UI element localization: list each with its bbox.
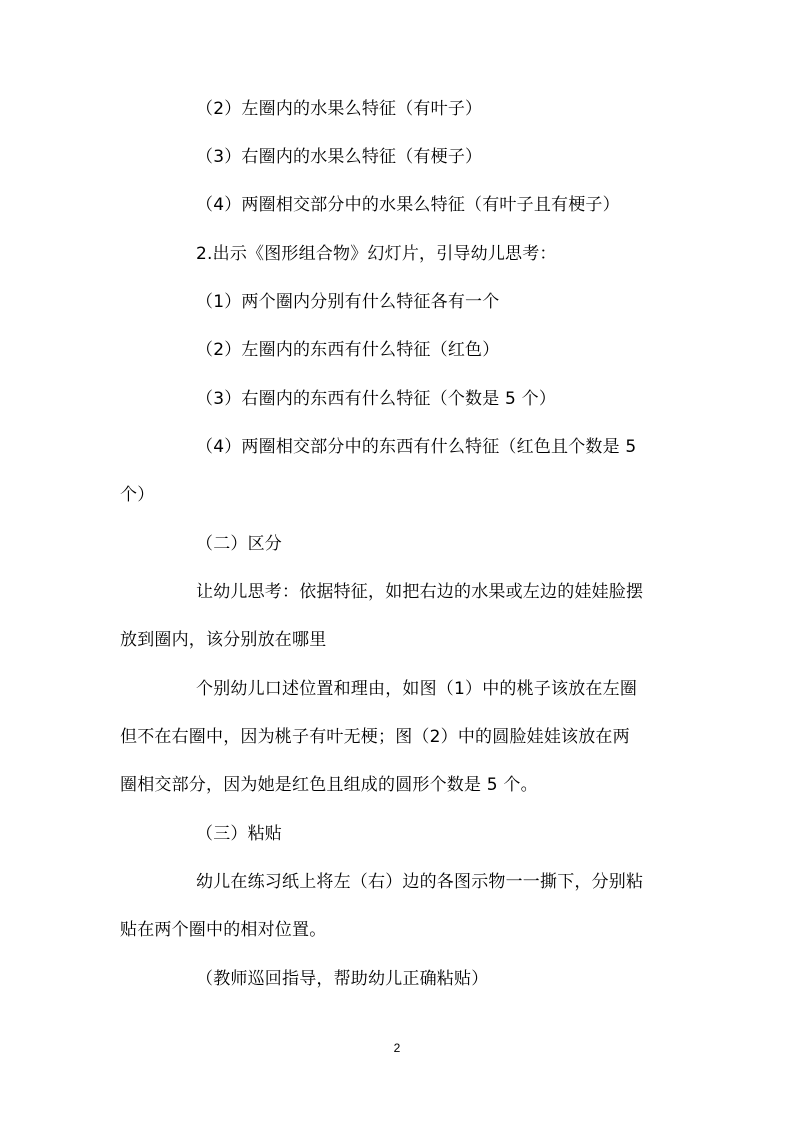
text-line: 个别幼儿口述位置和理由，如图（1）中的桃子该放在左圈 (196, 679, 638, 699)
text-line: （2）左圈内的水果么特征（有叶子） (196, 99, 483, 119)
page-number: 2 (393, 1041, 401, 1055)
text-line: 2.出示《图形组合物》幻灯片，引导幼儿思考： (196, 244, 557, 264)
text-line: 让幼儿思考：依据特征，如把右边的水果或左边的娃娃脸摆 (196, 582, 644, 602)
section-heading: （三）粘贴 (196, 824, 282, 844)
text-line: （3）右圈内的水果么特征（有梗子） (196, 147, 483, 167)
text-line: 贴在两个圈中的相对位置。 (120, 920, 327, 940)
text-line: （4）两圈相交部分中的东西有什么特征（红色且个数是 5 (196, 437, 637, 457)
text-line: 放到圈内，该分别放在哪里 (120, 630, 327, 650)
text-line: 幼儿在练习纸上将左（右）边的各图示物一一撕下，分别粘 (196, 872, 644, 892)
text-line: （1）两个圈内分别有什么特征各有一个 (196, 292, 500, 312)
text-line: 但不在右圈中，因为桃子有叶无梗；图（2）中的圆脸娃娃该放在两 (120, 727, 630, 747)
text-line: （3）右圈内的东西有什么特征（个数是 5 个） (196, 389, 557, 409)
text-line: （2）左圈内的东西有什么特征（红色） (196, 340, 500, 360)
text-line: 圈相交部分，因为她是红色且组成的圆形个数是 5 个。 (120, 775, 538, 795)
text-line: （教师巡回指导，帮助幼儿正确粘贴） (196, 969, 489, 989)
section-heading: （二）区分 (196, 534, 282, 554)
text-line: （4）两圈相交部分中的水果么特征（有叶子且有梗子） (196, 195, 620, 215)
text-line: 个） (120, 485, 155, 505)
